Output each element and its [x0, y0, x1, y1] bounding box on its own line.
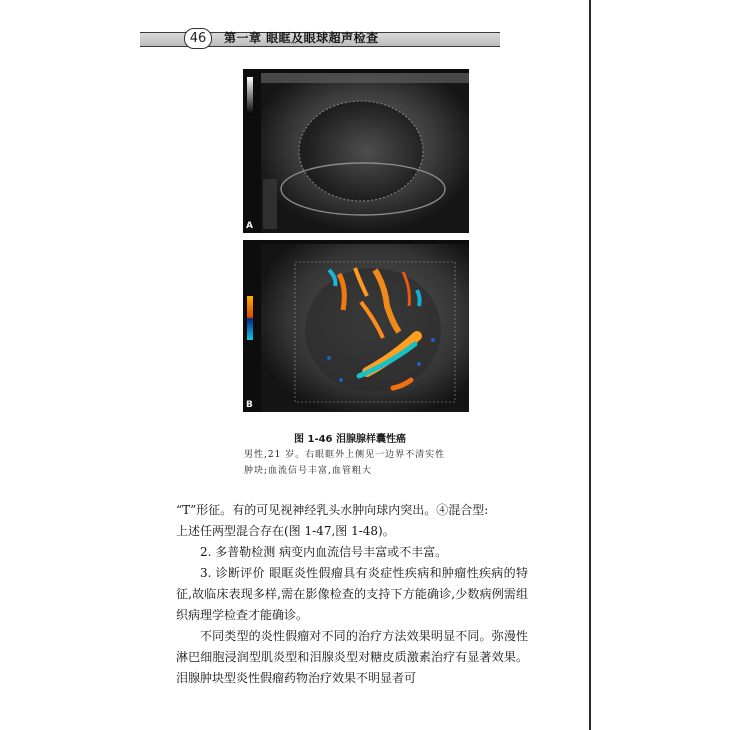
- ultrasound-panel-a: [243, 69, 469, 233]
- paragraph-treatment: 不同类型的炎性假瘤对不同的治疗方法效果明显不同。弥漫性淋巴细胞浸润型肌炎型和泪腺炎型对糖皮质激素治疗有显著效果。泪腺肿块型炎性假瘤药物治疗效果不明显者可: [176, 629, 528, 685]
- figure-title: 图 1-46 泪腺腺样囊性癌: [294, 434, 406, 445]
- body-text: [176, 500, 528, 689]
- paragraph-diagnosis: 3. 诊断评价 眼眶炎性假瘤具有炎症性疾病和肿瘤性疾病的特征,故临床表现多样,需在影像检查的支持下方能确诊,少数病例需组织病理学检查才能确诊。: [176, 566, 528, 622]
- page-number: 46: [184, 28, 212, 49]
- panel-label-a: A: [246, 221, 253, 231]
- paragraph-1-line-2: 上述任两型混合存在(图 1-47,图 1-48)。: [176, 524, 395, 538]
- panel-label-b: B: [246, 400, 253, 410]
- paragraph-1-line-1: “T”形征。有的可见视神经乳头水肿向球内突出。④混合型:: [176, 503, 489, 517]
- running-header: [140, 28, 500, 48]
- figure-description-line-2: 肿块;血流信号丰富,血管粗大: [244, 466, 372, 476]
- paragraph-doppler: 2. 多普勒检测 病变内血流信号丰富或不丰富。: [200, 545, 448, 559]
- ultrasound-image-a: [243, 69, 469, 233]
- running-title: 第一章 眼眶及眼球超声检查: [224, 31, 379, 45]
- figure-description: [244, 447, 484, 479]
- figure-description-line-1: 男性,21 岁。右眼眶外上侧见一边界不清实性: [244, 450, 446, 460]
- ultrasound-image-b: [243, 240, 469, 412]
- page-edge: [589, 0, 591, 730]
- ultrasound-panel-b: [243, 240, 469, 412]
